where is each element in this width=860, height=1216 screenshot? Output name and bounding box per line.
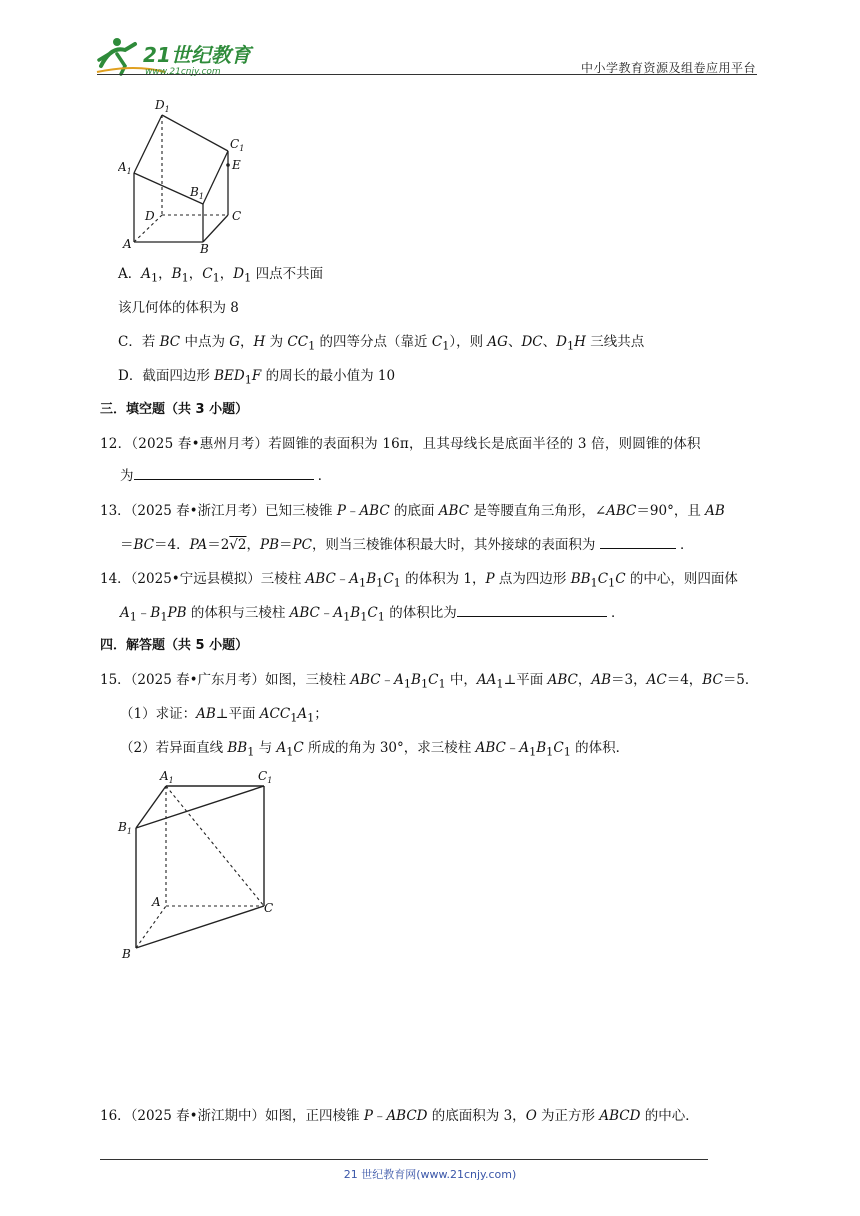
label-C: C [264,901,274,915]
logo-url: www.21cnjy.com [145,67,221,77]
logo-text: 21世纪教育 [143,43,251,67]
label-B1: $B_1$ [190,185,204,201]
label-D1: $D_1$ [155,98,170,114]
label-C1: $C_1$ [258,769,273,785]
answer-blank-14[interactable] [457,603,607,617]
site-logo [95,36,265,78]
question-15-part2: （2）若异面直线 $BB_1$ 与 $A_1C$ 所成的角为 30°，求三棱柱 $ABC﹣A_1B_1C_1$ 的体积． [120,740,630,759]
label-A: A [152,895,161,909]
header-platform-name: 中小学教育资源及组卷应用平台 [580,61,756,75]
label-A1: $A_1$ [118,160,132,176]
footer-site[interactable]: 21 世纪教育网(www.21cnjy.com) [343,1168,517,1181]
label-B: B [200,242,209,256]
label-C1: $C_1$ [230,137,245,153]
label-A1: $A_1$ [160,769,174,785]
answer-blank-12[interactable] [134,466,314,480]
question-13-line1: 13．（2025 春•浙江月考）已知三棱锥 P﹣ABC 的底面 ABC 是等腰直角三角形，∠ABC＝90°，且 AB [100,503,725,519]
label-B1: $B_1$ [118,820,132,836]
label-C: C [232,209,242,223]
label-D: D [145,209,155,223]
option-a: A．$A_1$，$B_1$，$C_1$，$D_1$ 四点不共面 [118,266,324,285]
footer-divider [100,1159,708,1160]
option-b: 该几何体的体积为 8 [118,300,239,316]
option-c: C．若 BC 中点为 G，H 为 $CC_1$ 的四等分点（靠近 $C_1$），则 AG、DC、$D_1H$ 三线共点 [118,334,645,353]
prism-figure-2 [114,766,284,966]
section-4-title: 四．解答题（共 5 小题） [100,638,249,653]
question-12-line1: 12．（2025 春•惠州月考）若圆锥的表面积为 16π，且其母线长是底面半径的 3 倍，则圆锥的体积 [100,436,701,452]
question-15-part1: （1）求证：AB⊥平面 $ACC_1A_1$； [120,706,328,725]
section-3-title: 三．填空题（共 3 小题） [100,402,249,417]
header-divider [97,74,757,75]
question-16: 16．（2025 春•浙江期中）如图，正四棱锥 P﹣ABCD 的底面积为 3，O 为正方形 ABCD 的中心． [100,1108,699,1124]
prism-figure-1 [118,96,258,256]
label-B: B [122,947,131,961]
question-14-line2: $A_1﹣B_1PB$ 的体积与三棱柱 $ABC﹣A_1B_1C_1$ 的体积比为 ． [120,605,625,624]
question-15-line1: 15．（2025 春•广东月考）如图，三棱柱 $ABC﹣A_1B_1C_1$ 中，$AA_1\perp$平面 ABC，AB＝3，AC＝4，BC＝5． [100,672,759,691]
label-A: A [123,237,132,251]
label-E: E [232,158,241,172]
option-d: D．截面四边形 $BED_1F$ 的周长的最小值为 10 [118,368,396,387]
question-14-line1: 14．（2025•宁远县模拟）三棱柱 $ABC﹣A_1B_1C_1$ 的体积为 1，P 点为四边形 $BB_1C_1C$ 的中心，则四面体 [100,571,738,590]
answer-blank-13[interactable] [600,535,676,549]
question-13-line2: ＝BC＝4．PA＝2√2，PB＝PC，则当三棱锥体积最大时，其外接球的表面积为 ． [120,537,694,553]
question-12-line2: 为 ． [120,468,332,484]
